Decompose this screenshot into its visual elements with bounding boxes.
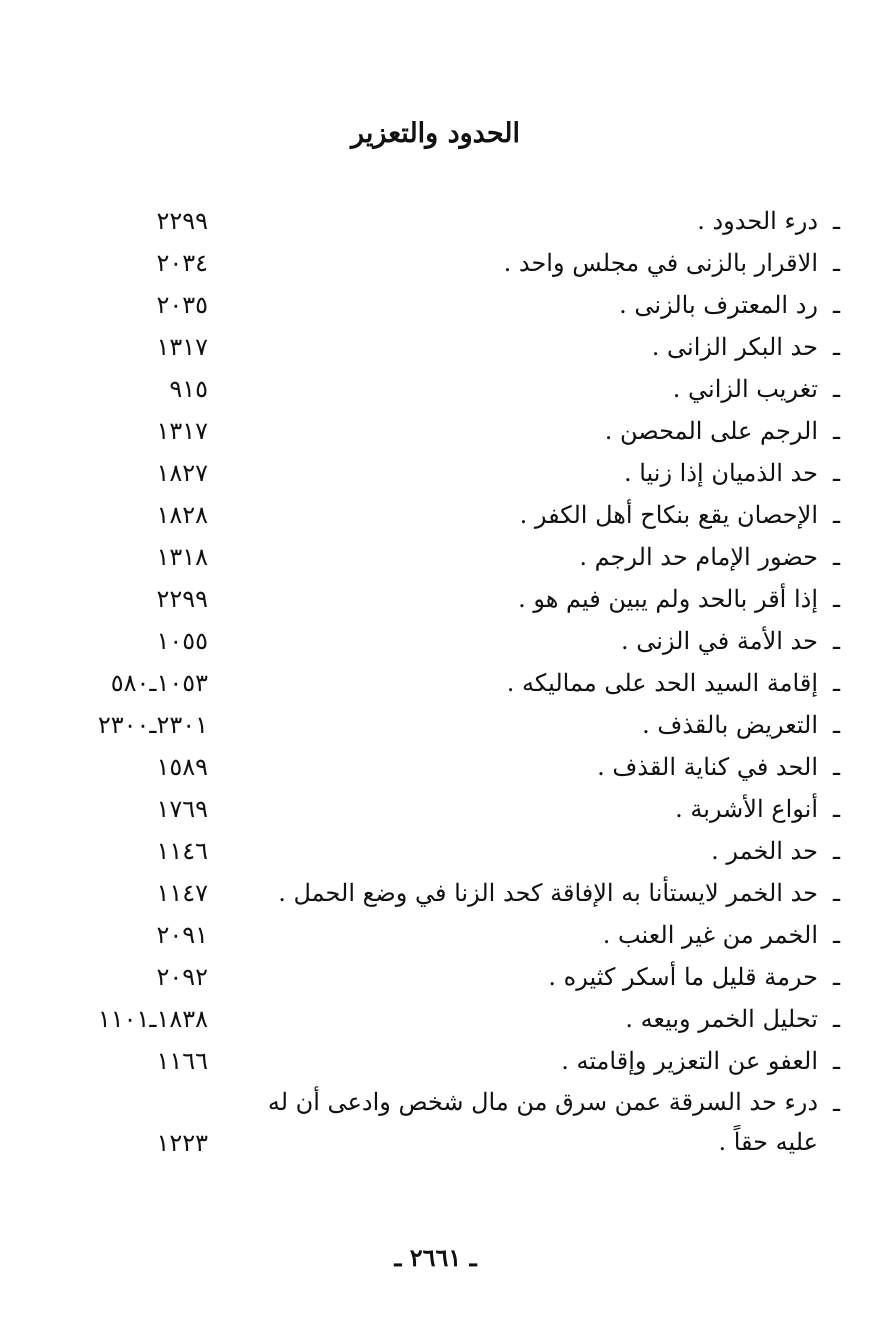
entry-text: حرمة قليل ما أسكر كثيره . (548, 963, 818, 991)
entry-dash: ـ (832, 207, 840, 235)
index-entry (40, 914, 840, 956)
entry-text: أنواع الأشربة . (675, 795, 818, 823)
entry-reference: ١٥٨٩ (156, 753, 208, 781)
index-entry (40, 788, 840, 830)
index-entry (40, 284, 840, 326)
entry-reference: ١١٤٧ (156, 879, 208, 907)
entry-reference: ١٧٦٩ (156, 795, 208, 823)
entry-dash: ـ (832, 795, 840, 823)
entry-reference: ١٣١٧ (156, 417, 208, 445)
entry-reference: ٢٠٩١ (156, 921, 208, 949)
index-entry (40, 368, 840, 410)
entry-dash: ـ (832, 543, 840, 571)
entry-dash: ـ (832, 753, 840, 781)
index-entry (40, 998, 840, 1040)
index-entry (40, 956, 840, 998)
entry-text: حضور الإمام حد الرجم . (579, 543, 818, 571)
entry-reference: ٩١٥ (169, 375, 208, 403)
index-list (40, 200, 840, 1166)
entry-dash: ـ (832, 291, 840, 319)
entry-dash: ـ (832, 585, 840, 613)
entry-dash: ـ (832, 711, 840, 739)
index-entry (40, 830, 840, 872)
entry-text: التعريض بالقذف . (642, 711, 818, 739)
entry-reference: ٢٠٣٤ (156, 249, 208, 277)
entry-text: درء حد السرقة عمن سرق من مال شخص وادعى أن له عليه حقاً . (267, 1088, 818, 1156)
entry-dash: ـ (832, 249, 840, 277)
index-entry (40, 410, 840, 452)
entry-reference: ١٢٢٣ (156, 1129, 208, 1157)
entry-text: العفو عن التعزير وإقامته . (561, 1047, 818, 1075)
index-entry (40, 1082, 840, 1166)
index-entry (40, 200, 840, 242)
entry-dash: ـ (832, 669, 840, 697)
index-entry (40, 242, 840, 284)
entry-text: الرجم على المحصن . (604, 417, 818, 445)
index-entry (40, 872, 840, 914)
entry-text: الخمر من غير العنب . (602, 921, 818, 949)
entry-dash: ـ (832, 417, 840, 445)
entry-text: إقامة السيد الحد على مماليكه . (506, 669, 818, 697)
entry-reference: ١٨٢٨ (156, 501, 208, 529)
entry-text: حد البكر الزانى . (651, 333, 818, 361)
index-entry (40, 662, 840, 704)
entry-dash: ـ (832, 459, 840, 487)
index-entry (40, 326, 840, 368)
entry-reference: ١١٦٦ (156, 1047, 208, 1075)
entry-dash: ـ (832, 921, 840, 949)
entry-reference: ٢٣٠١ـ٢٣٠٠ (97, 711, 208, 739)
entry-text: تغريب الزاني . (672, 375, 818, 403)
index-entry (40, 452, 840, 494)
entry-text: حد الخمر . (711, 837, 818, 865)
entry-text: تحليل الخمر وبيعه . (625, 1005, 818, 1033)
page-title: الحدود والتعزير (350, 118, 521, 149)
entry-text: إذا أقر بالحد ولم يبين فيم هو . (518, 585, 818, 613)
entry-dash: ـ (832, 879, 840, 907)
entry-reference: ١٨٣٨ـ١١٠١ (97, 1005, 208, 1033)
index-entry (40, 704, 840, 746)
entry-text: الاقرار بالزنى في مجلس واحد . (503, 249, 818, 277)
entry-text: الإحصان يقع بنكاح أهل الكفر . (519, 501, 818, 529)
entry-dash: ـ (832, 501, 840, 529)
entry-text: حد الذميان إذا زنيا . (623, 459, 818, 487)
entry-dash: ـ (832, 1089, 840, 1117)
entry-text: حد الأمة في الزنى . (620, 627, 818, 655)
entry-reference: ١٣١٧ (156, 333, 208, 361)
page-number: ـ ٢٦٦١ ـ (394, 1243, 477, 1272)
entry-reference: ١١٤٦ (156, 837, 208, 865)
index-entry (40, 620, 840, 662)
entry-dash: ـ (832, 1005, 840, 1033)
entry-reference: ٢٢٩٩ (156, 207, 208, 235)
entry-dash: ـ (832, 375, 840, 403)
index-entry (40, 746, 840, 788)
entry-text: درء الحدود . (697, 207, 818, 235)
index-entry (40, 578, 840, 620)
entry-reference: ٢٠٣٥ (156, 291, 208, 319)
index-entry (40, 536, 840, 578)
entry-text: حد الخمر لايستأنا به الإفاقة كحد الزنا في وضع الحمل . (278, 879, 818, 907)
entry-dash: ـ (832, 1047, 840, 1075)
entry-dash: ـ (832, 627, 840, 655)
entry-reference: ٢٢٩٩ (156, 585, 208, 613)
entry-dash: ـ (832, 333, 840, 361)
index-entry (40, 1040, 840, 1082)
entry-dash: ـ (832, 963, 840, 991)
entry-reference: ١٠٥٣ـ٥٨٠ (110, 669, 208, 697)
entry-reference: ١٨٢٧ (156, 459, 208, 487)
entry-reference: ٢٠٩٢ (156, 963, 208, 991)
entry-reference: ١٣١٨ (156, 543, 208, 571)
index-entry (40, 494, 840, 536)
entry-reference: ١٠٥٥ (156, 627, 208, 655)
entry-dash: ـ (832, 837, 840, 865)
entry-text: الحد في كناية القذف . (597, 753, 818, 781)
entry-text: رد المعترف بالزنى . (619, 291, 818, 319)
